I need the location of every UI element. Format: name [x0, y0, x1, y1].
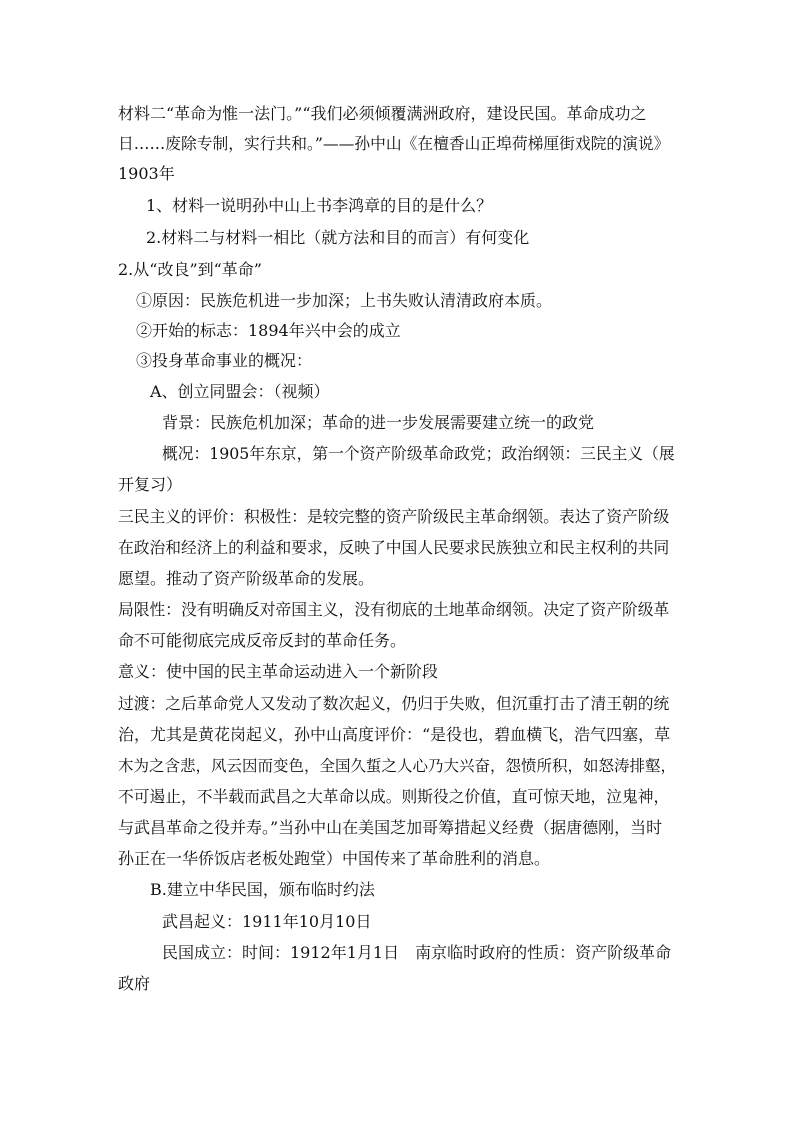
- text-line: 日……废除专制，实行共和。”——孙中山《在檀香山正埠荷梯厘街戏院的演说》: [118, 134, 670, 153]
- text-line: 民国成立：时间：1912年1月1日 南京临时政府的性质：资产阶级革命: [162, 943, 672, 962]
- text-line: 愿望。推动了资产阶级革命的发展。: [118, 569, 375, 588]
- text-line: 意义：使中国的民主革命运动进入一个新阶段: [118, 662, 439, 681]
- section-heading: 2.从“改良”到“革命”: [118, 260, 262, 279]
- text-line: ③投身革命事业的概况：: [136, 351, 313, 370]
- text-line: 概况：1905年东京，第一个资产阶级革命政党；政治纲领：三民主义（展: [162, 444, 675, 463]
- text-line: 过渡：之后革命党人又发动了数次起义，仍归于失败，但沉重打击了清王朝的统: [118, 694, 670, 713]
- text-line: 不可遏止，不半载而武昌之大革命以成。则斯役之价值，直可惊天地，泣鬼神，: [118, 787, 670, 806]
- text-line: 武昌起义：1911年10月10日: [162, 912, 372, 931]
- text-line: 材料二“革命为惟一法门。”“我们必须倾覆满洲政府，建设民国。革命成功之: [118, 104, 647, 123]
- text-line: 孙正在一华侨饭店老板处跑堂）中国传来了革命胜利的消息。: [118, 849, 551, 868]
- text-line: 背景：民族危机加深；革命的进一步发展需要建立统一的政党: [162, 413, 595, 432]
- text-line: 三民主义的评价：积极性：是较完整的资产阶级民主革命纲领。表达了资产阶级: [118, 507, 670, 526]
- text-line: 开复习）: [118, 475, 183, 494]
- text-line: 命不可能彻底完成反帝反封的革命任务。: [118, 631, 407, 650]
- subsection-heading: A、创立同盟会：（视频）: [150, 382, 330, 401]
- text-line: ②开始的标志：1894年兴中会的成立: [136, 321, 401, 340]
- text-line: 与武昌革命之役并寿。”当孙中山在美国芝加哥筹措起义经费（据唐德刚，当时: [118, 818, 663, 837]
- question-line: 2.材料二与材料一相比（就方法和目的而言）有何变化: [146, 228, 530, 247]
- text-line: 治，尤其是黄花岗起义，孙中山高度评价：“是役也，碧血横飞，浩气四塞，草: [118, 725, 671, 744]
- text-line: 政府: [118, 974, 151, 993]
- question-line: 1、材料一说明孙中山上书李鸿章的目的是什么？: [146, 196, 493, 215]
- text-line: 1903年: [118, 164, 175, 183]
- text-line: 木为之含悲，风云因而变色，全国久蜇之人心乃大兴奋，怨愤所积，如怒涛排壑，: [118, 757, 677, 775]
- text-line: 局限性：没有明确反对帝国主义，没有彻底的土地革命纲领。决定了资产阶级革: [118, 600, 670, 619]
- text-line: 在政治和经济上的利益和要求，反映了中国人民要求民族独立和民主权利的共同: [118, 538, 670, 557]
- subsection-heading: B.建立中华民国，颁布临时约法: [150, 880, 375, 899]
- text-line: ①原因：民族危机进一步加深；上书失败认清清政府本质。: [136, 291, 553, 310]
